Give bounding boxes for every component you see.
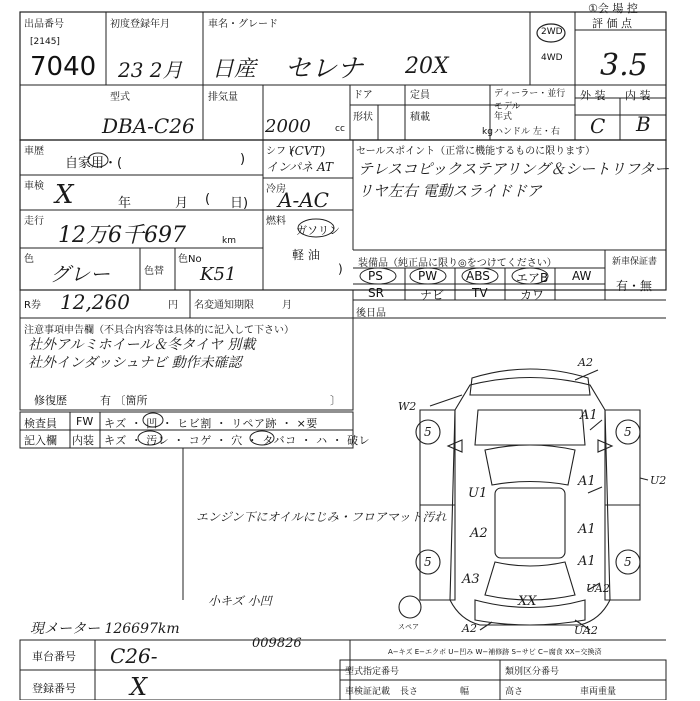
registration-no-label: 登録番号 <box>32 682 76 695</box>
odometer-reading: 現メーター 126697km <box>30 621 180 637</box>
check-row-2 <box>104 432 370 448</box>
sales-point-line-1: テレスコピックステアリング＆シートリフター <box>358 160 670 178</box>
model-type-value: DBA-C26 <box>102 114 195 138</box>
inspection-day: 日) <box>230 196 249 211</box>
check-needs: ×要 <box>296 417 318 430</box>
displacement-value: 2000 <box>265 116 311 137</box>
equipment-aw: AW <box>572 269 592 283</box>
capacity-label: 定員 <box>410 90 430 101</box>
length-label: 長さ <box>400 687 419 697</box>
check-repair-mark: リペア跡 <box>231 417 278 430</box>
check-sep: ・ <box>130 434 143 447</box>
equipment-leather: カワ <box>520 288 545 302</box>
car-name-label: 車名・グレード <box>208 19 278 30</box>
warranty-value: 有・無 <box>616 279 653 293</box>
equipment-pw: PW <box>418 269 438 283</box>
check-dent: 凹 <box>146 417 158 430</box>
inspection-day-open: ( <box>205 192 211 207</box>
repair-history-value: 有 〔箇所 <box>100 394 148 407</box>
dmg-mark: A2 <box>578 356 593 369</box>
notes-label: 注意事項申告欄（不具合内容等は具体的に記入して下さい） <box>24 325 294 336</box>
check-scratch: キズ <box>104 434 127 447</box>
check-sep: ・ <box>215 417 228 430</box>
warranty-label: 新車保証書 <box>612 257 658 267</box>
exterior-grade: C <box>590 114 606 138</box>
check-hole: 穴 <box>231 434 243 447</box>
drive-2wd: 2WD <box>541 27 563 37</box>
fuel-label: 燃料 <box>266 216 286 227</box>
cooler-label: 冷房 <box>266 184 286 195</box>
interior-label: 内 装 <box>625 89 651 102</box>
displacement-label: 排気量 <box>208 92 238 103</box>
car-grade: 20X <box>405 54 449 79</box>
vehicle-weight-label: 車両重量 <box>580 687 617 697</box>
check-scratch: キズ <box>104 417 127 430</box>
equipment-sr: SR <box>368 286 384 300</box>
check-row-1 <box>104 415 318 431</box>
model-year-label-1: モデル <box>494 102 521 112</box>
damage-legend: A−キズ E−エクボ U−凹み W−補修跡 S−サビ C−腐食 XX−交換済 <box>388 648 602 656</box>
equipment-ps: PS <box>368 269 383 283</box>
dmg-mark: UA2 <box>574 624 598 637</box>
width-label: 幅 <box>460 687 470 697</box>
dmg-mark: W2 <box>398 400 417 413</box>
recycle-unit: 円 <box>168 300 178 311</box>
entry-label: 記入欄 <box>24 434 57 447</box>
dmg-mark: A1 <box>578 522 596 537</box>
chassis-value: C26- <box>110 644 158 668</box>
shift-value-1: (CVT) <box>290 144 326 158</box>
color-value: グレー <box>50 262 110 286</box>
cert-label: 車検証記載 <box>345 687 391 697</box>
dmg-mark: XX <box>518 594 537 609</box>
check-tobacco: タバコ <box>262 434 297 447</box>
equipment-tv: TV <box>472 286 488 300</box>
color-no-value: K51 <box>200 264 237 285</box>
shape-label: 形状 <box>353 112 373 123</box>
fuel-diesel: 軽 油 <box>292 248 320 262</box>
check-sep: ・ <box>215 434 228 447</box>
check-burn: コゲ <box>188 434 212 447</box>
dmg-mark: A2 <box>470 526 488 541</box>
car-model: セレナ <box>285 54 364 84</box>
inspection-year: 年 <box>118 196 132 211</box>
lot-sub-number: [2145] <box>30 37 60 47</box>
dmg-mark: U2 <box>650 474 667 487</box>
check-interior: 内装 <box>72 434 94 447</box>
sales-point-label: セールスポイント（正常に機能するものに限ります） <box>356 146 596 157</box>
usage-label: 車歴 <box>24 146 44 157</box>
registration-no-value: X <box>130 673 148 701</box>
tire-mark: 5 <box>424 425 432 439</box>
check-sep: ・ <box>130 417 143 430</box>
displacement-unit: cc <box>335 124 345 134</box>
drive-4wd: 4WD <box>541 53 563 63</box>
repair-history-label: 修復歴 <box>34 394 67 407</box>
equipment-navi: ナビ <box>420 288 445 302</box>
inspection-label: 車検 <box>24 181 44 192</box>
shift-label: シフト <box>266 146 296 157</box>
later-items-label: 後日品 <box>356 308 386 319</box>
check-ha: ハ <box>316 434 328 447</box>
fuel-gasoline: ガソリン <box>296 224 340 237</box>
chassis-tail: 009826 <box>252 636 302 651</box>
inspector-note-1: エンジン下にオイルにじみ・フロアマット汚れ <box>196 510 447 524</box>
inspector-label: 検査員 <box>24 417 57 430</box>
type-designation-label: 型式指定番号 <box>345 667 400 677</box>
check-sep: ・ <box>331 434 344 447</box>
dmg-mark: A1 <box>578 554 596 569</box>
notes-line-1: 社外アルミホイール＆冬タイヤ 別載 <box>28 337 256 353</box>
score-value: 3.5 <box>600 48 648 83</box>
repair-history-close: 〕 <box>330 394 341 407</box>
check-sep: ・ <box>161 417 174 430</box>
dmg-mark: A1 <box>578 474 596 489</box>
venue-label: ①会 場 控 <box>588 2 638 15</box>
equipment-label: 装備品（純正品に限り◎をつけてください） <box>358 258 557 269</box>
interior-grade: B <box>636 112 651 136</box>
sales-point-line-2: リヤ左右 電動スライドドア <box>358 182 542 200</box>
load-label: 積載 <box>410 112 430 123</box>
mileage-label: 走行 <box>24 216 44 227</box>
spare-label: スペア <box>398 623 419 631</box>
tire-mark: 5 <box>624 555 632 569</box>
car-diagram <box>399 369 648 630</box>
check-sep: ・ <box>281 417 293 430</box>
name-change-label: 名変通知期限 <box>194 300 254 311</box>
chassis-label: 車台番号 <box>32 650 76 663</box>
inspection-mark: X <box>55 180 74 210</box>
lot-label: 出品番号 <box>24 19 64 30</box>
recycle-value: 12,260 <box>60 290 130 314</box>
dmg-mark: A1 <box>580 408 598 423</box>
color-change-label: 色替 <box>144 266 164 277</box>
registration-value: 23 2月 <box>118 58 183 82</box>
dmg-mark: U1 <box>468 486 488 501</box>
mileage-unit: km <box>222 236 236 246</box>
check-sep: ・ <box>173 434 185 447</box>
dmg-mark: UA2 <box>586 582 610 595</box>
lot-number: 7040 <box>30 52 97 82</box>
usage-close: ) <box>240 152 246 167</box>
height-label: 高さ <box>505 687 524 697</box>
inspector-note-2: 小キズ 小凹 <box>208 594 272 608</box>
score-label: 評 価 点 <box>592 17 632 30</box>
model-year-label-2: 年式 <box>494 112 513 122</box>
exterior-label: 外 装 <box>580 89 606 102</box>
equipment-abs: ABS <box>466 269 490 283</box>
check-crack: ヒビ割 <box>177 417 212 430</box>
notes-line-2: 社外インダッシュナビ 動作未確認 <box>28 355 242 371</box>
fuel-close: ) <box>338 262 343 276</box>
usage-value: 自家用・( <box>65 156 123 171</box>
model-type-label: 型式 <box>110 92 130 103</box>
name-change-month: 月 <box>282 300 292 311</box>
dmg-mark: A2 <box>462 622 477 635</box>
tire-mark: 5 <box>424 555 432 569</box>
check-fw: FW <box>76 415 94 428</box>
mileage-value: 12万6千697 <box>58 223 186 248</box>
dmg-mark: A3 <box>462 572 480 587</box>
handle-side: ハンドル 左・右 <box>494 127 560 137</box>
check-tear: 破レ <box>347 434 371 447</box>
tire-mark: 5 <box>624 425 632 439</box>
load-unit: kg <box>482 127 493 137</box>
registration-label: 初度登録年月 <box>110 19 170 30</box>
doors-label: ドア <box>353 90 373 101</box>
color-label: 色 <box>24 254 34 265</box>
check-stain: 汚レ <box>146 434 170 447</box>
cooler-value: A-AC <box>278 188 329 212</box>
color-no-label: 色No <box>178 254 202 265</box>
class-number-label: 類別区分番号 <box>505 667 560 677</box>
equipment-airbag: エアB <box>516 271 549 285</box>
car-maker: 日産 <box>212 57 257 82</box>
check-sep: ・ <box>300 434 313 447</box>
inspection-month: 月 <box>175 196 189 211</box>
recycle-label: R券 <box>24 300 41 311</box>
check-sep: ・ <box>246 434 259 447</box>
dealer-import: ディーラー・並行 <box>494 89 566 99</box>
shift-value-2: インパネ AT <box>266 160 333 174</box>
